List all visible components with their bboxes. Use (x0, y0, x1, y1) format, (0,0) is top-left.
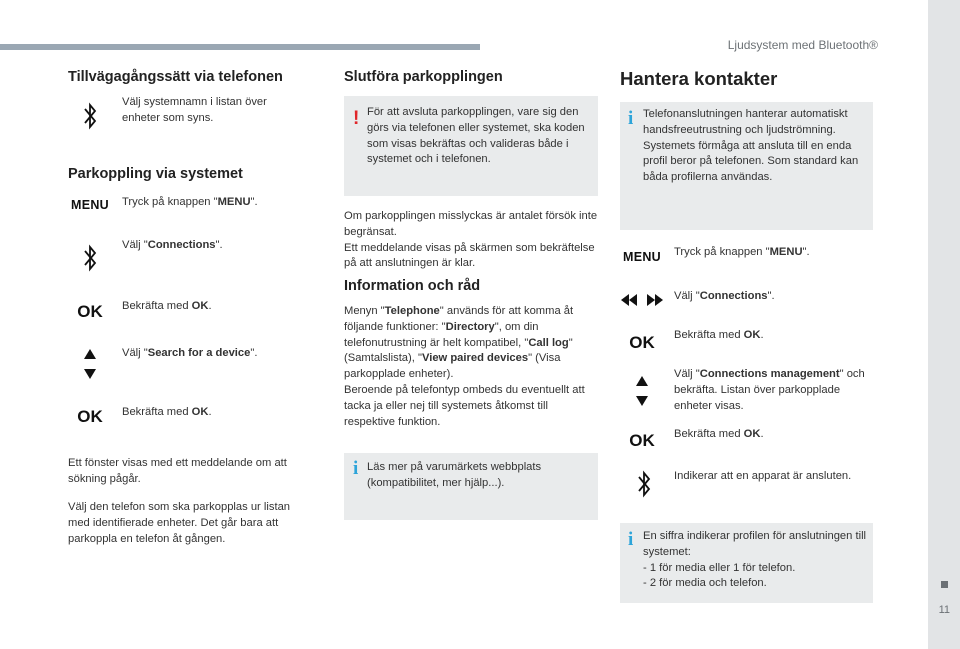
left-right-arrows-icon (620, 292, 664, 308)
step-text: Välj "Connections management" och bekräfta. Listan över parkopplade enheter visas. (674, 368, 865, 412)
bluetooth-icon (632, 467, 656, 501)
info-icon: i (628, 529, 634, 550)
step-text: Indikerar att en apparat är ansluten. (674, 470, 852, 482)
paragraph-search-window: Ett fönster visas med ett meddelande om att sökning pågår. (68, 457, 287, 485)
section-heading-system: Parkoppling via systemet (68, 166, 243, 182)
up-down-arrows-icon (632, 373, 652, 409)
step-text: Bekräfta med OK. (122, 406, 212, 418)
section-heading-info: Information och råd (344, 278, 481, 294)
ok-button-icon: OK (629, 431, 655, 450)
paragraph-failed-pairing: Om parkopplingen misslyckas är antalet försök inte begränsat. Ett meddelande visas på skärmen som bekräftelse på att anslutningen är klar. (344, 210, 598, 270)
warning-icon: ! (353, 108, 360, 129)
step-text: Välj "Connections". (674, 290, 775, 302)
menu-button-icon: MENU (70, 198, 109, 212)
page-marker (941, 581, 948, 588)
step-phone-text: Välj systemnamn i listan över enheter som syns. (122, 96, 267, 124)
info-note-connection: Telefonanslutningen hanterar automatiskt handsfreeutrustning och ljudströmning. Systemets förmåga att ansluta till en enda profil beror på telefonen. Som standard kan båda profilerna användas. (643, 108, 859, 184)
step-text: Bekräfta med OK. (674, 329, 764, 341)
section-heading-finish: Slutföra parkopplingen (344, 69, 503, 85)
bluetooth-icon (78, 241, 102, 275)
step-text: Välj "Search for a device". (122, 347, 258, 359)
up-down-arrows-icon (80, 346, 100, 382)
chapter-title: Ljudsystem med Bluetooth® (727, 38, 878, 52)
info-icon: i (628, 108, 634, 129)
step-text: Tryck på knappen "MENU". (122, 196, 258, 208)
bluetooth-icon (78, 100, 102, 132)
paragraph-telephone-menu: Menyn "Telephone" används för att komma åt följande funktioner: "Directory", om din telefonutrustning är helt kompatibel, "Call log" (Samtalslista), "View paired devices" (Visa parkopplade enheter). Beroende på telefontyp ombeds du eventuellt att tacka ja eller nej till systemets åtkomst till respektive funktion. (344, 305, 585, 428)
info-box-website (344, 453, 598, 520)
warning-text: För att avsluta parkopplingen, vare sig den görs via telefonen eller systemet, ska koden som visas bekräftas och valideras både i systemet och i telefonen. (367, 106, 585, 166)
menu-button-icon: MENU (622, 250, 661, 264)
section-heading-phone: Tillvägagångssätt via telefonen (68, 69, 283, 85)
page-sidebar (928, 0, 960, 649)
warning-box (344, 96, 598, 196)
header-rule (0, 44, 480, 50)
ok-button-icon: OK (77, 407, 103, 426)
step-text: Bekräfta med OK. (122, 300, 212, 312)
paragraph-select-phone: Välj den telefon som ska parkopplas ur listan med identifierade enheter. Det går bara att parkoppla en telefon åt gången. (68, 501, 291, 545)
section-heading-contacts: Hantera kontakter (620, 68, 778, 89)
ok-button-icon: OK (629, 333, 655, 352)
info-note-text: Läs mer på varumärkets webbplats (kompatibilitet, mer hjälp...). (367, 461, 542, 489)
info-note-profile: En siffra indikerar profilen för anslutningen till systemet: - 1 för media eller 1 för telefon. - 2 för media och telefon. (643, 530, 867, 590)
info-box-profile (620, 523, 873, 603)
info-icon: i (353, 458, 359, 479)
info-box-connection (620, 102, 873, 230)
page-number: 11 (938, 604, 950, 616)
step-text: Välj "Connections". (122, 239, 223, 251)
step-text: Tryck på knappen "MENU". (674, 246, 810, 258)
step-text: Bekräfta med OK. (674, 428, 764, 440)
ok-button-icon: OK (77, 302, 103, 321)
